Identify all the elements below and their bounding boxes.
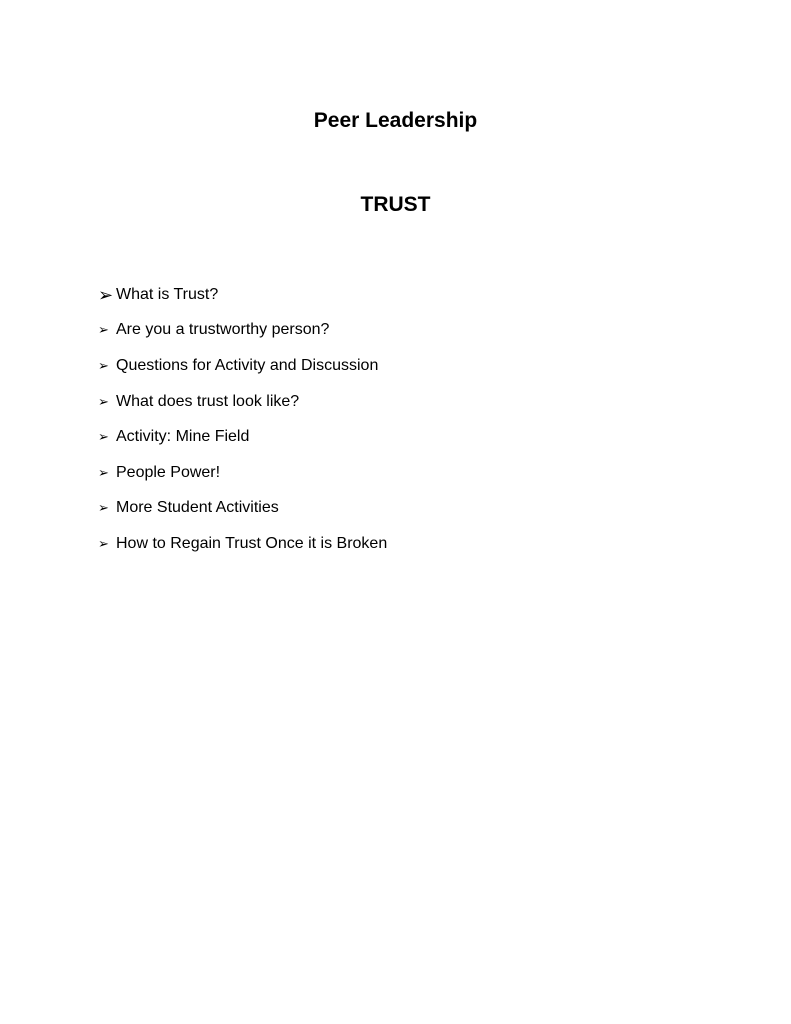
list-item-label: What is Trust? bbox=[116, 285, 219, 303]
list-item-label: Are you a trustworthy person? bbox=[116, 321, 330, 339]
list-item bbox=[98, 419, 387, 455]
list-item-label: What does trust look like? bbox=[116, 392, 300, 410]
list-item-label: How to Regain Trust Once it is Broken bbox=[116, 534, 388, 552]
arrow-bullet-icon: ➢ bbox=[98, 284, 114, 305]
list-item bbox=[98, 384, 387, 420]
list-item bbox=[98, 491, 387, 527]
arrow-bullet-icon: ➢ bbox=[98, 535, 109, 551]
arrow-bullet-icon: ➢ bbox=[98, 393, 109, 409]
document-title: Peer Leadership bbox=[313, 109, 478, 132]
list-item bbox=[98, 348, 387, 384]
arrow-bullet-icon: ➢ bbox=[98, 464, 109, 480]
list-item bbox=[98, 277, 387, 313]
arrow-bullet-icon: ➢ bbox=[98, 322, 109, 338]
section-heading: TRUST bbox=[360, 193, 431, 216]
list-item-label: More Student Activities bbox=[116, 499, 279, 517]
list-item bbox=[98, 526, 387, 562]
topic-list bbox=[98, 277, 387, 562]
arrow-bullet-icon: ➢ bbox=[98, 500, 109, 516]
list-item bbox=[98, 455, 387, 491]
arrow-bullet-icon: ➢ bbox=[98, 357, 109, 373]
list-item-label: People Power! bbox=[116, 463, 221, 481]
arrow-bullet-icon: ➢ bbox=[98, 429, 109, 445]
list-item-label: Activity: Mine Field bbox=[116, 428, 250, 446]
list-item-label: Questions for Activity and Discussion bbox=[116, 356, 379, 374]
list-item bbox=[98, 313, 387, 349]
